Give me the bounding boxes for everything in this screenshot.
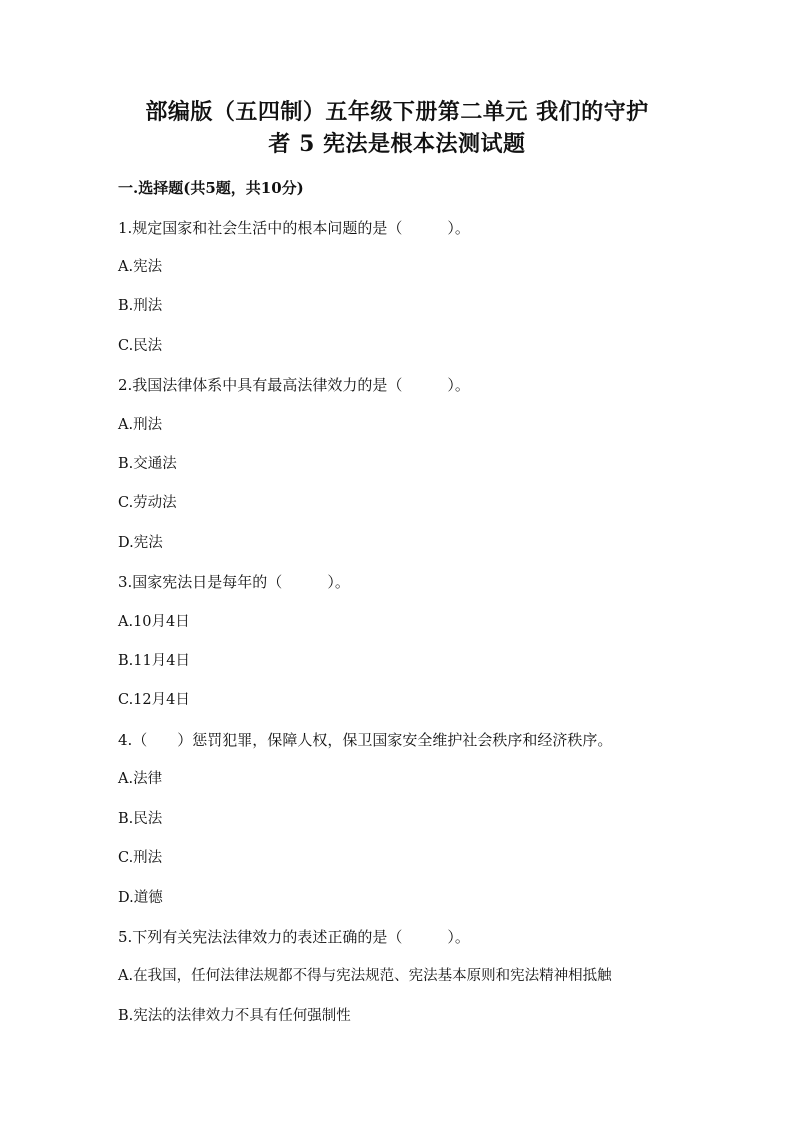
question-4-option-a: A.法律: [118, 771, 163, 787]
question-5-option-a: A.在我国，任何法律法规都不得与宪法规范、宪法基本原则和宪法精神相抵触: [118, 968, 612, 984]
question-4-option-c: C.刑法: [118, 850, 163, 866]
question-3-text: 3.国家宪法日是每年的（ ）。: [118, 573, 350, 591]
question-1-option-c: C.民法: [118, 338, 163, 354]
question-2-option-a: A.刑法: [118, 417, 163, 433]
question-5-option-b: B.宪法的法律效力不具有任何强制性: [118, 1008, 351, 1024]
section-heading: 一.选择题(共5题，共10分): [118, 179, 304, 197]
question-1-text: 1.规定国家和社会生活中的根本问题的是（ ）。: [118, 219, 470, 237]
question-2-option-d: D.宪法: [118, 535, 163, 551]
question-2-option-b: B.交通法: [118, 456, 177, 472]
question-2-text: 2.我国法律体系中具有最高法律效力的是（ ）。: [118, 376, 470, 394]
document-title-line-2: 者 5 宪法是根本法测试题: [268, 131, 526, 157]
question-3-option-b: B.11月4日: [118, 653, 190, 669]
question-5-text: 5.下列有关宪法法律效力的表述正确的是（ ）。: [118, 928, 470, 946]
question-4-option-d: D.道德: [118, 890, 163, 906]
question-4-option-b: B.民法: [118, 811, 163, 827]
question-4-text: 4.（ ）惩罚犯罪，保障人权，保卫国家安全维护社会秩序和经济秩序。: [118, 731, 613, 749]
question-1-option-b: B.刑法: [118, 298, 163, 314]
question-3-option-c: C.12月4日: [118, 692, 190, 708]
question-1-option-a: A.宪法: [118, 259, 163, 275]
document-title-line-1: 部编版（五四制）五年级下册第二单元 我们的守护: [145, 99, 649, 125]
question-2-option-c: C.劳动法: [118, 495, 177, 511]
question-3-option-a: A.10月4日: [118, 614, 190, 630]
